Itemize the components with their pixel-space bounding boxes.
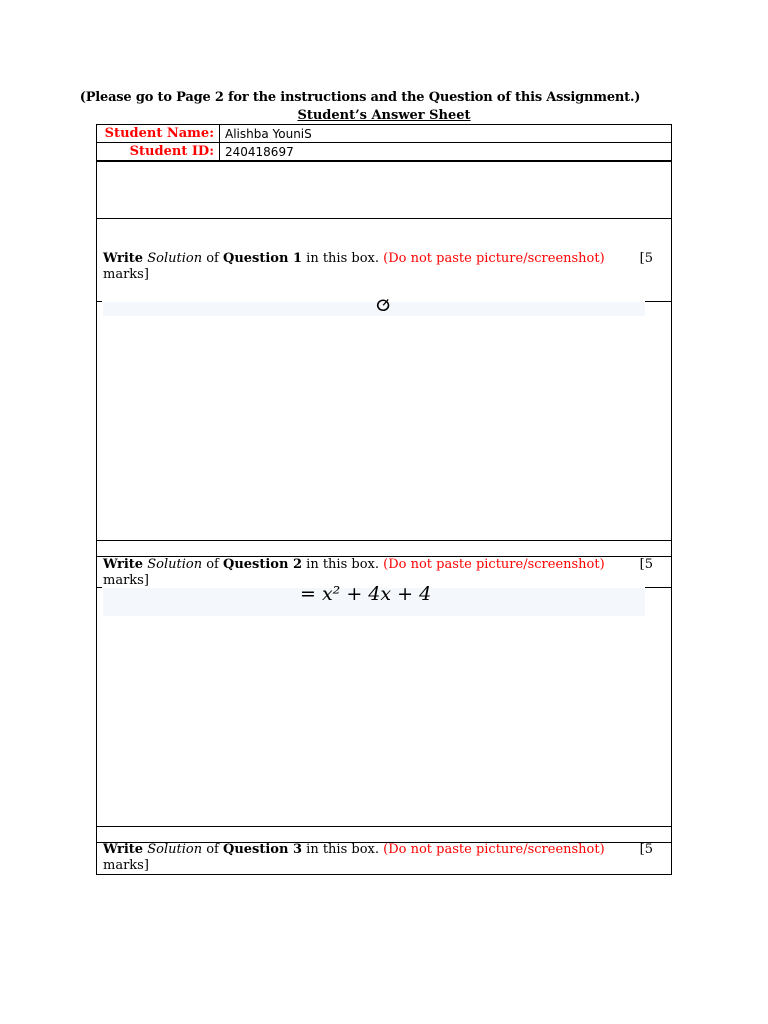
q3-of: of	[206, 842, 219, 857]
question-1-header	[103, 251, 663, 283]
q2-warning: (Do not paste picture/screenshot)	[383, 557, 605, 572]
blank-box	[96, 161, 672, 219]
sheet-title: Student’s Answer Sheet	[297, 108, 471, 123]
q1-solution: Solution	[147, 251, 203, 266]
q1-question: Question 1	[223, 251, 303, 266]
q1-warning: (Do not paste picture/screenshot)	[383, 251, 605, 266]
q1-write: Write	[103, 251, 144, 266]
q3-write: Write	[103, 842, 144, 857]
q2-math-expression: = x² + 4x + 4	[300, 583, 432, 605]
q2-solution: Solution	[147, 557, 203, 572]
q1-marks-close: marks]	[103, 267, 149, 282]
student-info-table	[96, 124, 672, 161]
student-id-row	[97, 143, 672, 161]
q3-in-box: in this box.	[306, 842, 379, 857]
question-1-answer-box[interactable]	[96, 301, 672, 541]
q1-marks-open: [5	[639, 251, 653, 266]
q3-question: Question 3	[223, 842, 303, 857]
student-name-row	[97, 125, 672, 143]
page-notice: (Please go to Page 2 for the instructions and the Question of this Assignment.)	[79, 90, 641, 105]
student-name-label: Student Name:	[97, 125, 220, 143]
q3-solution: Solution	[147, 842, 203, 857]
q1-of: of	[206, 251, 219, 266]
question-2-spacer-box	[96, 540, 672, 557]
student-id-label: Student ID:	[97, 143, 220, 161]
q2-write: Write	[103, 557, 144, 572]
q2-marks-close: marks]	[103, 573, 149, 588]
q1-math-fragment: ⵚ	[376, 296, 391, 315]
question-3-spacer-box	[96, 826, 672, 843]
question-3-header	[103, 842, 663, 874]
q3-marks-close: marks]	[103, 858, 149, 873]
q3-marks-open: [5	[639, 842, 653, 857]
student-name-value[interactable]: Alishba YouniS	[220, 125, 672, 143]
q2-marks-open: [5	[639, 557, 653, 572]
question-2-answer-box[interactable]	[96, 587, 672, 827]
q2-in-box: in this box.	[306, 557, 379, 572]
student-id-value[interactable]: 240418697	[220, 143, 672, 161]
q3-warning: (Do not paste picture/screenshot)	[383, 842, 605, 857]
q2-question: Question 2	[223, 557, 303, 572]
q2-of: of	[206, 557, 219, 572]
q1-in-box: in this box.	[306, 251, 379, 266]
